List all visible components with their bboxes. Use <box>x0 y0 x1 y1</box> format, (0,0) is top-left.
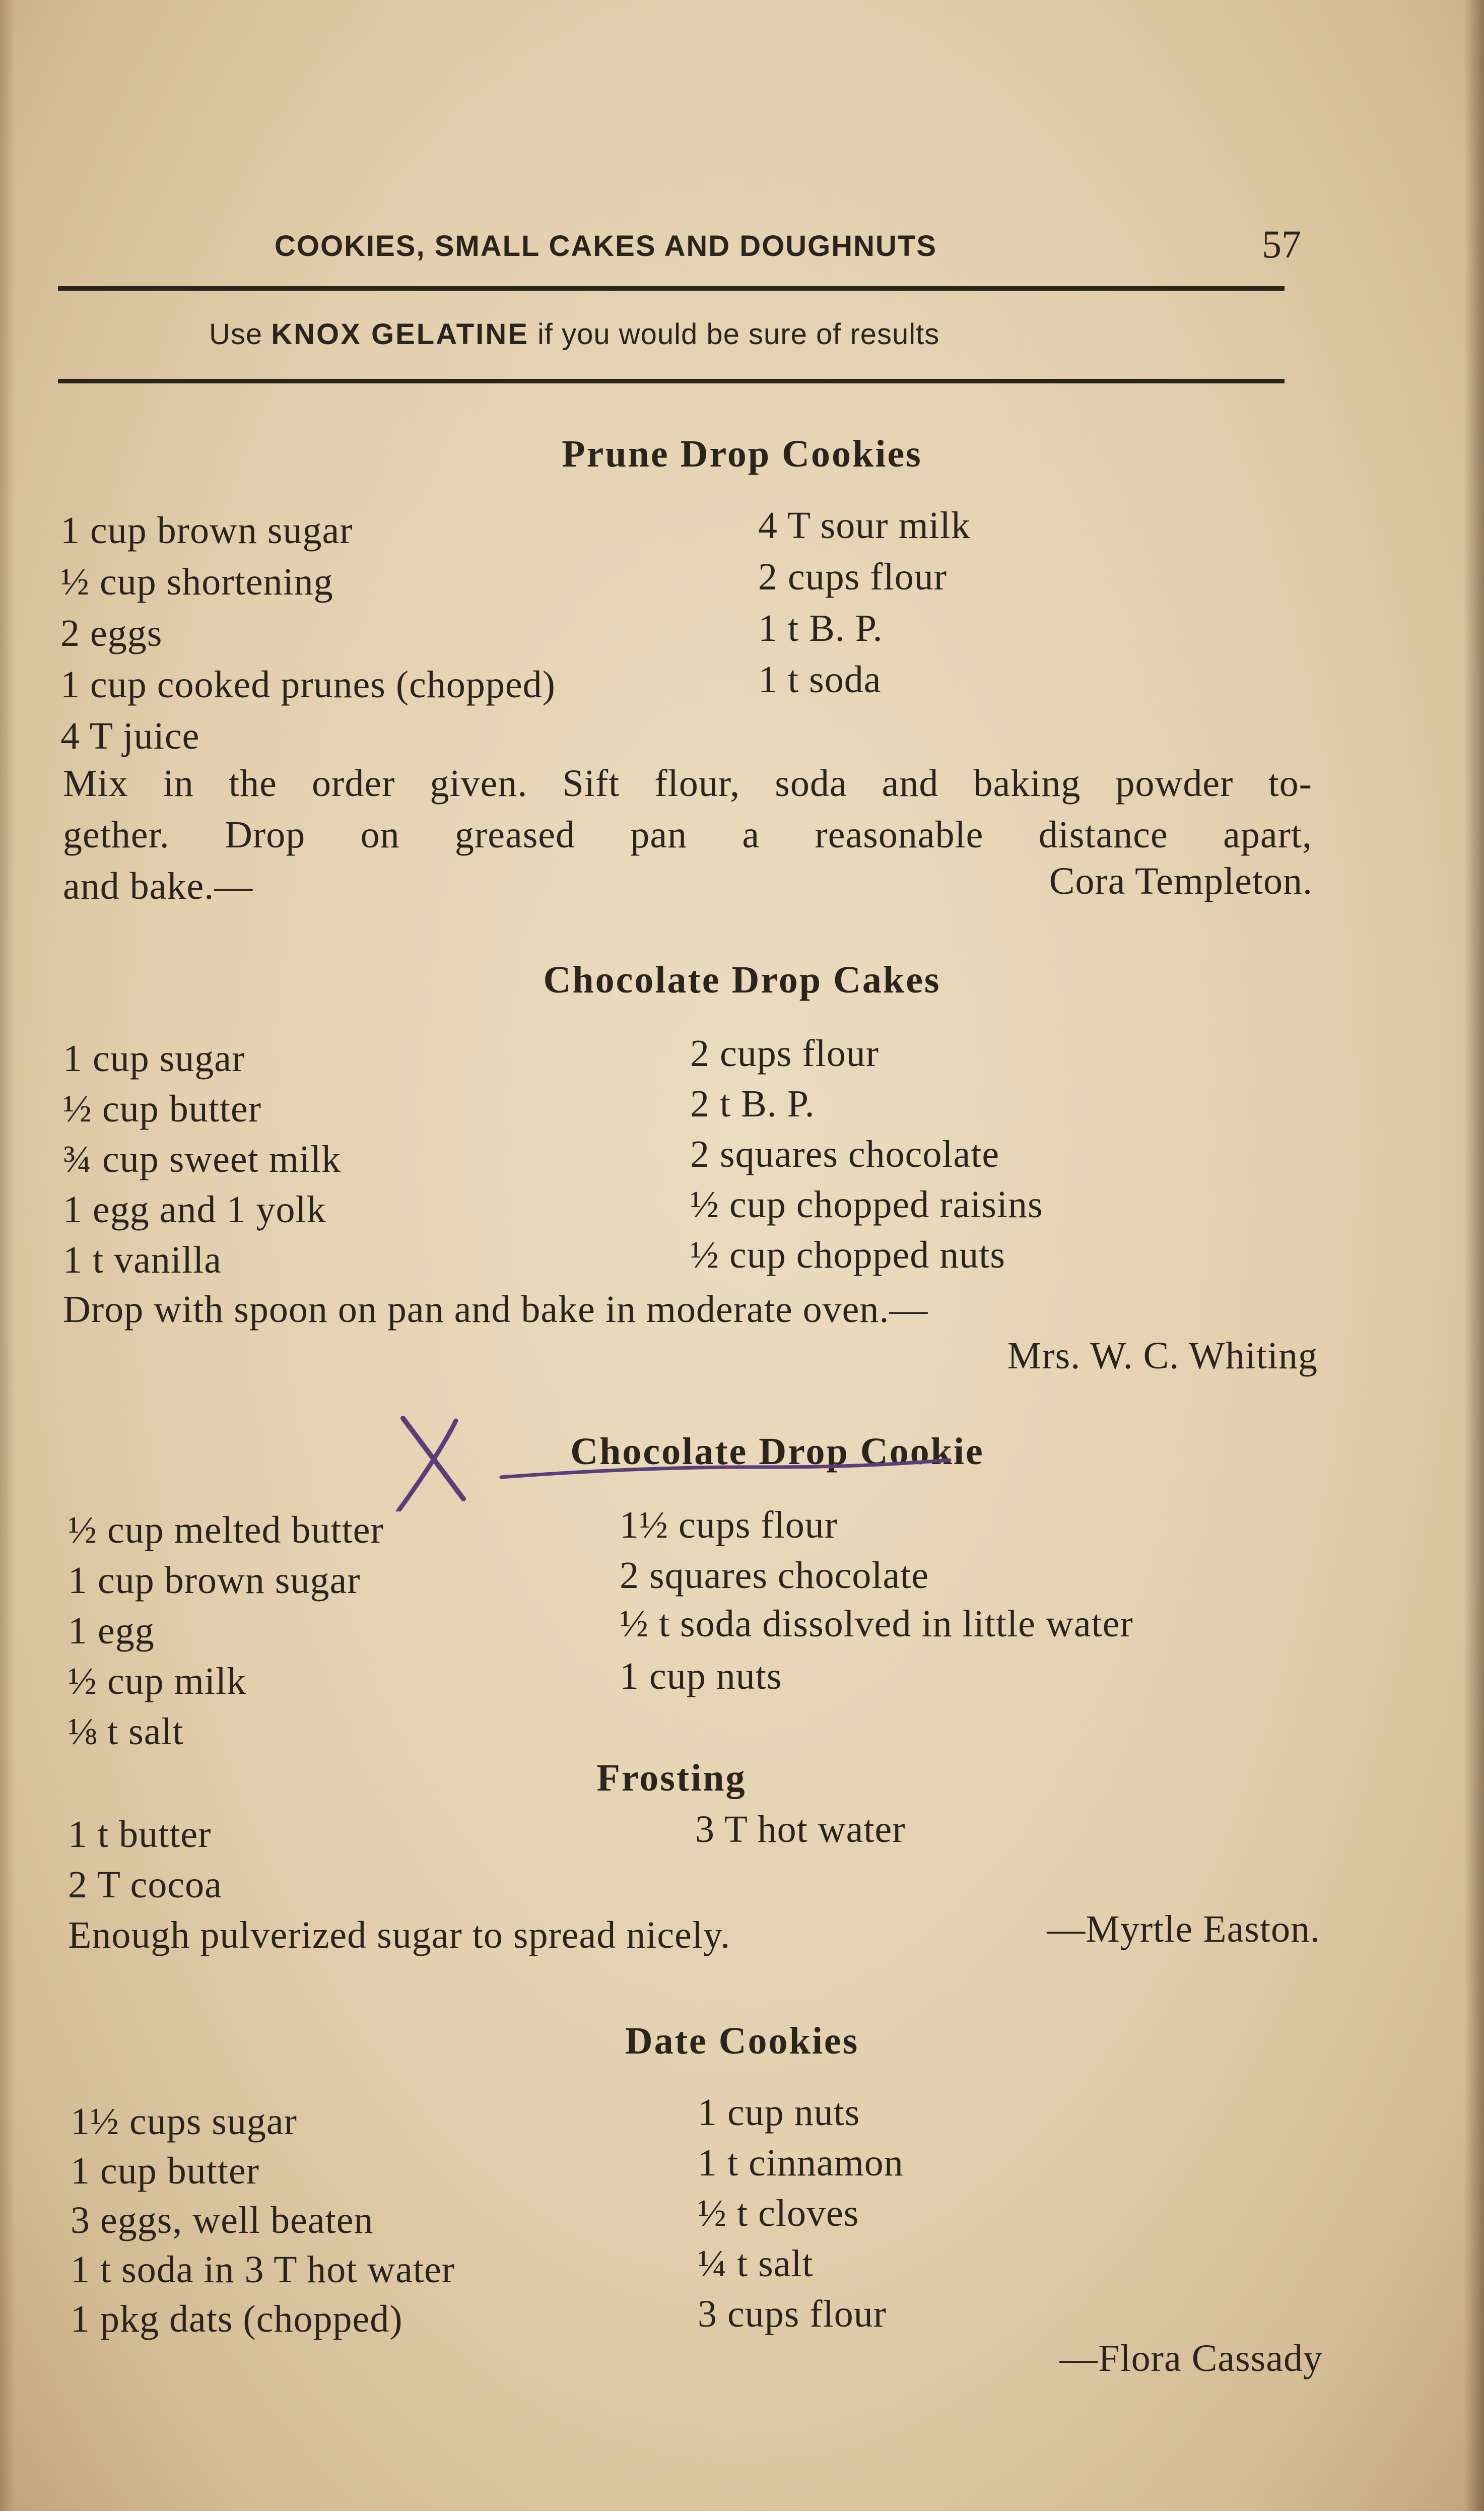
ingredient: ½ cup milk <box>68 1660 247 1702</box>
ingredient: 2 cups flour <box>758 556 948 598</box>
banner-pre: Use <box>209 318 263 351</box>
ingredient: 3 cups flour <box>698 2293 887 2335</box>
banner-post: if you would be sure of results <box>537 318 940 351</box>
header-rule-top <box>58 286 1285 291</box>
ingredient: 1 t vanilla <box>63 1239 222 1281</box>
banner <box>209 317 939 351</box>
ingredient: ½ cup chopped raisins <box>690 1183 1043 1226</box>
running-head: COOKIES, SMALL CAKES AND DOUGHNUTS <box>275 230 937 262</box>
recipe-author: —Myrtle Easton. <box>1047 1908 1320 1950</box>
directions-line: gether. Drop on greased pan a reasonable distance apart, <box>63 814 1312 856</box>
ingredient: 2 squares chocolate <box>690 1133 1000 1175</box>
ingredient: 1 cup cooked prunes (chopped) <box>60 664 556 706</box>
ingredient: 2 squares chocolate <box>620 1554 929 1597</box>
recipe-author: Cora Templeton. <box>1049 860 1313 902</box>
ingredient: 1 t soda in 3 T hot water <box>71 2249 455 2291</box>
ingredient: 1 pkg dats (chopped) <box>71 2298 403 2340</box>
page-edge-shadow-left <box>0 0 15 2511</box>
ingredient: 2 eggs <box>60 612 163 654</box>
recipe-author: —Flora Cassady <box>1059 2337 1323 2380</box>
ingredient: 4 T sour milk <box>758 504 971 547</box>
ingredient: ½ cup chopped nuts <box>690 1234 1005 1276</box>
page-edge-shadow-right <box>1464 0 1484 2511</box>
directions-line: Enough pulverized sugar to spread nicely. <box>68 1914 731 1956</box>
ingredient: ¾ cup sweet milk <box>63 1138 342 1180</box>
ingredient: 1 cup nuts <box>620 1655 782 1697</box>
ingredient: 3 T hot water <box>695 1808 906 1851</box>
ingredient: ½ cup melted butter <box>68 1509 384 1551</box>
ingredient: 2 T cocoa <box>68 1864 222 1906</box>
ingredient: 4 T juice <box>60 715 200 757</box>
ingredient: 1 egg and 1 yolk <box>63 1188 326 1231</box>
ingredient: ½ cup shortening <box>60 561 333 603</box>
ingredient: 1 t soda <box>758 658 882 701</box>
ingredient: 1 cup brown sugar <box>60 509 353 552</box>
recipe-title: Chocolate Drop Cookie <box>570 1430 984 1473</box>
ingredient: 2 t B. P. <box>690 1083 815 1125</box>
directions-line: Drop with spoon on pan and bake in moderate oven.— <box>63 1288 928 1331</box>
ingredient: 1 t butter <box>68 1813 212 1856</box>
directions-line: and bake.— <box>63 865 253 907</box>
ingredient: ¼ t salt <box>698 2242 814 2285</box>
ingredient: ⅛ t salt <box>68 1710 184 1753</box>
ingredient: ½ t soda dissolved in little water <box>620 1603 1133 1645</box>
ingredient: 1½ cups flour <box>620 1504 838 1546</box>
banner-brand: KNOX GELATINE <box>271 318 529 351</box>
ingredient: ½ t cloves <box>698 2192 859 2234</box>
directions-line: Mix in the order given. Sift flour, soda and baking powder to- <box>63 762 1312 805</box>
ingredient: 1 t cinnamon <box>698 2142 904 2184</box>
ingredient: 1 t B. P. <box>758 607 883 649</box>
frosting-subtitle: Frosting <box>596 1757 747 1799</box>
ingredient: 2 cups flour <box>690 1032 880 1075</box>
header-rule-bottom <box>58 379 1285 383</box>
ingredient: 1½ cups sugar <box>71 2100 297 2143</box>
ingredient: 1 cup brown sugar <box>68 1559 361 1602</box>
recipe-title: Date Cookies <box>625 2020 859 2062</box>
recipe-title: Prune Drop Cookies <box>562 433 922 475</box>
ingredient: 1 egg <box>68 1610 155 1652</box>
ingredient: ½ cup butter <box>63 1088 262 1130</box>
recipe-author: Mrs. W. C. Whiting <box>1007 1335 1318 1377</box>
recipe-title: Chocolate Drop Cakes <box>543 959 941 1001</box>
ingredient: 1 cup nuts <box>698 2091 860 2134</box>
pencil-underline <box>499 1446 952 1481</box>
ingredient: 1 cup sugar <box>63 1037 245 1080</box>
ingredient: 1 cup butter <box>71 2150 260 2192</box>
page-number: 57 <box>1262 222 1301 266</box>
ingredient: 3 eggs, well beaten <box>71 2199 374 2241</box>
